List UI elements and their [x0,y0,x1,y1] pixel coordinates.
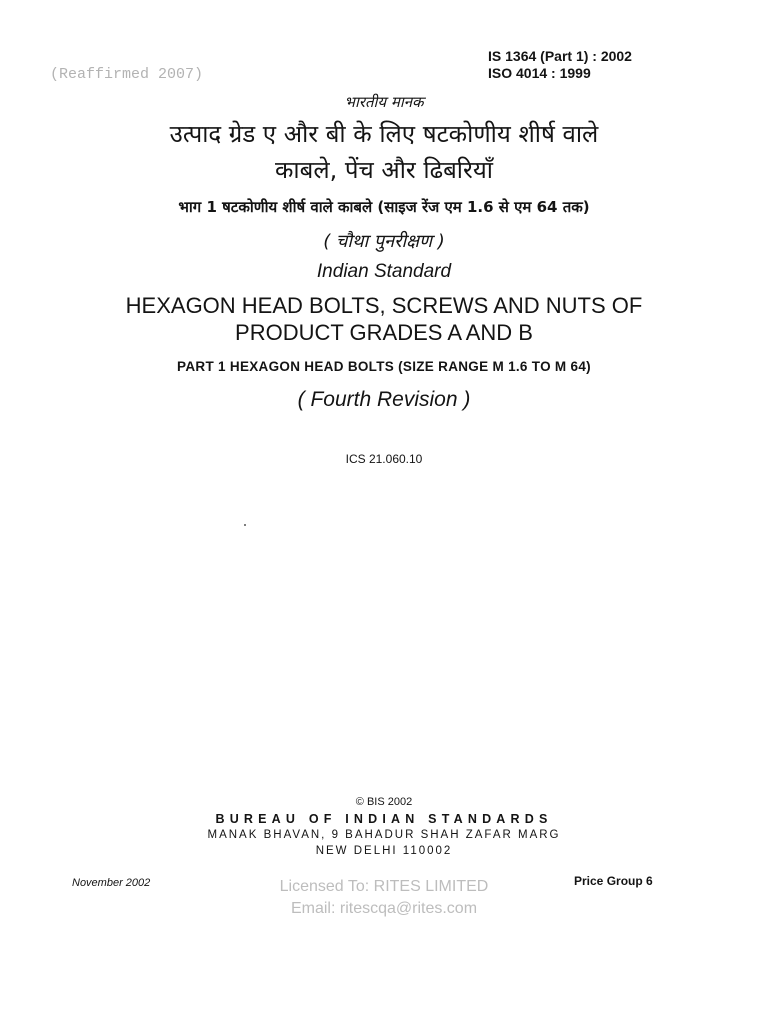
hindi-title-line: काबले, पेंच और ढिबरियाँ [275,156,493,184]
publisher-address-line: MANAK BHAVAN, 9 BAHADUR SHAH ZAFAR MARG [207,829,561,841]
publisher-name: BUREAU OF INDIAN STANDARDS [215,812,553,826]
hindi-revision: ( चौथा पुनरीक्षण ) [323,231,445,252]
english-title-line: PRODUCT GRADES A AND B [235,320,533,345]
price-group: Price Group 6 [574,874,653,888]
license-holder: Licensed To: RITES LIMITED [279,878,489,895]
license-email: Email: ritescqa@rites.com [290,900,478,917]
hindi-part-title: भाग 1 षटकोणीय शीर्ष वाले काबले (साइज रेंज एम 1.6 से एम 64 तक) [178,198,590,216]
scan-speck [244,524,246,526]
english-revision: ( Fourth Revision ) [297,388,471,411]
iso-number: ISO 4014 : 1999 [488,65,591,81]
indian-standard-label: Indian Standard [316,261,452,282]
english-title-line: HEXAGON HEAD BOLTS, SCREWS AND NUTS OF [125,293,643,318]
reaffirmed-note: (Reaffirmed 2007) [50,66,204,83]
is-number: IS 1364 (Part 1) : 2002 [488,48,632,64]
copyright-notice: © BIS 2002 [355,796,413,808]
hindi-standard-label: भारतीय मानक [344,93,424,111]
hindi-title-line: उत्पाद ग्रेड ए और बी के लिए षटकोणीय शीर्ष वाले [169,120,599,148]
english-part-title: PART 1 HEXAGON HEAD BOLTS (SIZE RANGE M 1.6 TO M 64) [177,359,591,374]
publisher-address-line: NEW DELHI 110002 [315,845,453,857]
publication-date: November 2002 [72,877,151,889]
license-watermark [0,876,768,920]
hindi-title [0,116,768,188]
ics-code: ICS 21.060.10 [345,452,423,466]
standard-number-block [488,48,632,82]
english-title [0,292,768,346]
